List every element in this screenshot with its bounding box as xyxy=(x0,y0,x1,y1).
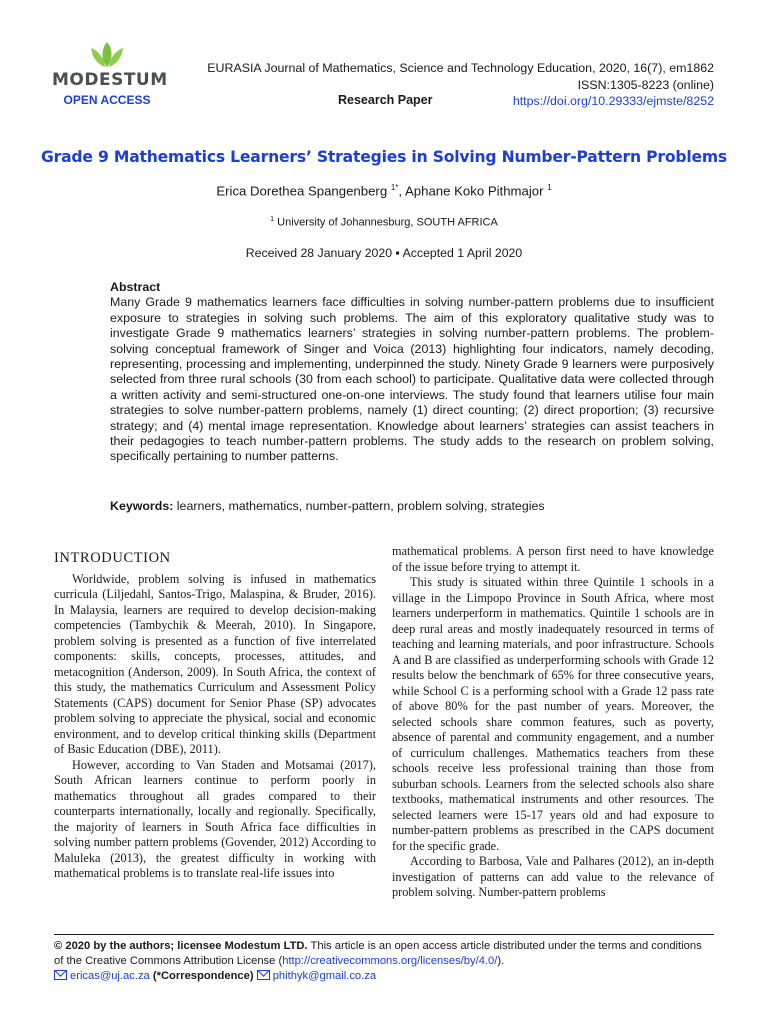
contact-line xyxy=(54,969,714,984)
abstract-heading: Abstract xyxy=(110,280,161,294)
issn: ISSN:1305-8223 (online) xyxy=(577,77,714,92)
author-name: Erica Dorethea Spangenberg xyxy=(216,183,391,199)
affiliation-text: University of Johannesburg, SOUTH AFRICA xyxy=(274,216,498,229)
right-column xyxy=(392,544,714,901)
left-column xyxy=(54,544,376,882)
logo-wordmark: MODESTUM xyxy=(52,70,168,90)
paragraph: Worldwide, problem solving is infused in mathematics curricula (Liljedahl, Santos-Trigo, Malaspina, & Bruder, 2016). In Malaysia, learners are required to develop decision-making competencies (Tambychik & Meerah, 2010). In Singapore, problem solving is presented as a function of five interrelated components: skills, concepts, processes, attitudes, and metacognition (Anderson, 2009). In South Africa, the context of this study, the mathematics Curriculum and Assessment Policy Statements (CAPS) document for Senior Phase (SP) advocates problem solving to appreciate the physical, social and economic environment, and to develop critical thinking skills (Department of Basic Education (DBE), 2011). xyxy=(54,571,376,756)
journal-citation: EURASIA Journal of Mathematics, Science and Technology Education, 2020, 16(7), em1862 xyxy=(207,61,714,75)
author-separator: , Aphane Koko Pithmajor xyxy=(398,183,548,199)
paragraph: According to Barbosa, Vale and Palhares (2012), an in-depth investigation of patterns can add value to the relevance of problem solving. Number-pattern problems xyxy=(392,854,714,899)
paragraph: mathematical problems. A person first need to have knowledge of the issue before trying to attempt it. xyxy=(392,544,714,574)
open-access-label: OPEN ACCESS xyxy=(63,93,151,107)
keywords xyxy=(110,499,714,513)
paper-type-label: Research Paper xyxy=(338,93,433,107)
affiliation-superscript: 1 xyxy=(270,216,275,223)
received-accepted-dates: Received 28 January 2020 ▪ Accepted 1 April 2020 xyxy=(245,246,523,260)
keywords-label: Keywords: xyxy=(110,499,174,513)
doi-link[interactable]: https://doi.org/10.29333/ejmste/8252 xyxy=(512,94,714,108)
keywords-list: learners, mathematics, number-pattern, problem solving, strategies xyxy=(173,499,545,513)
license-text: This article is an open access article distributed under the terms and conditions of the Creative Commons Attribution License ( xyxy=(54,940,702,968)
affiliation xyxy=(0,216,768,229)
section-heading: INTRODUCTION xyxy=(54,550,171,566)
author-superscript: 1 xyxy=(547,183,552,192)
author-line xyxy=(0,183,768,198)
footer xyxy=(54,939,714,985)
leaf-logo-icon xyxy=(87,40,127,68)
abstract xyxy=(110,280,714,465)
license-link[interactable]: http://creativecommons.org/licenses/by/4.0/ xyxy=(282,955,498,968)
license-end: ). xyxy=(497,955,505,968)
paragraph: However, according to Van Staden and Motsamai (2017), South African learners continue to perform poorly in mathematics throughout all grades compared to their counterparts internationally, locally and regionally. Specifically, the majority of learners in South Africa face difficulties in solving number pattern problems (Govender, 2012) According to Maluleka (2013), the greatest difficulty in working with mathematical problems is to translate real-life issues into xyxy=(54,757,376,880)
license-notice xyxy=(54,939,714,969)
journal-meta xyxy=(207,60,714,110)
mail-icon xyxy=(54,970,67,980)
email-link-1[interactable]: ericas@uj.ac.za xyxy=(70,970,150,983)
copyright-text: © 2020 by the authors; licensee Modestum LTD. xyxy=(54,940,308,952)
mail-icon xyxy=(257,970,270,980)
correspondence-label: (*Correspondence) xyxy=(149,970,257,983)
footer-divider xyxy=(54,934,714,935)
paragraph: This study is situated within three Quintile 1 schools in a village in the Limpopo Province in South Africa, where most learners underperform in mathematics. Quintile 1 schools are in deep rural areas and mostly inadequately resourced in terms of teaching and learning materials, and poor infrastructure. Schools A and B are classified as underperforming schools with Grade 12 results below the benchmark of 65% for three consecutive years, while School C is a performing school with a Grade 12 pass rate of above 80% for the past number of years. Moreover, the selected schools share common features, such as poverty, absence of parental and community engagement, and a number of curriculum challenges. Mathematics teachers from these schools receive less professional training than those from suburban schools. Learners from the selected schools also share textbooks, mathematical instruments and other resources. The selected learners were 15-17 years old and had exposure to number-pattern problems as prescribed in the CAPS document for the specific grade. xyxy=(392,575,714,853)
article-title: Grade 9 Mathematics Learners’ Strategies in Solving Number-Pattern Problems xyxy=(41,148,727,166)
email-link-2[interactable]: phithyk@gmail.co.za xyxy=(272,970,377,983)
abstract-text: Many Grade 9 mathematics learners face difficulties in solving number-pattern problems due to insufficient exposure to strategies in solving such problems. The aim of this exploratory qualitative study was to investigate Grade 9 mathematics learners’ strategies in solving number-pattern problems. The problem-solving conceptual framework of Singer and Voica (2013) highlighting four indicators, namely decoding, representing, processing and implementing, underpinned the study. Ninety Grade 9 learners were purposively selected from three rural schools (30 from each school) to participate. Qualitative data were collected through a written activity and semi-structured one-on-one interviews. The study found that learners utilise four main strategies to solve number-pattern problems, namely (1) direct counting; (2) direct proportion; (3) recursive strategy; and (4) mental image representation. Knowledge about learners’ strategies can assist teachers in their pedagogies to teach number-pattern problems. The study adds to the research on problem solving, specifically pertaining to number patterns. xyxy=(110,295,714,464)
publisher-logo xyxy=(52,40,168,107)
author-superscript: 1* xyxy=(390,183,399,192)
